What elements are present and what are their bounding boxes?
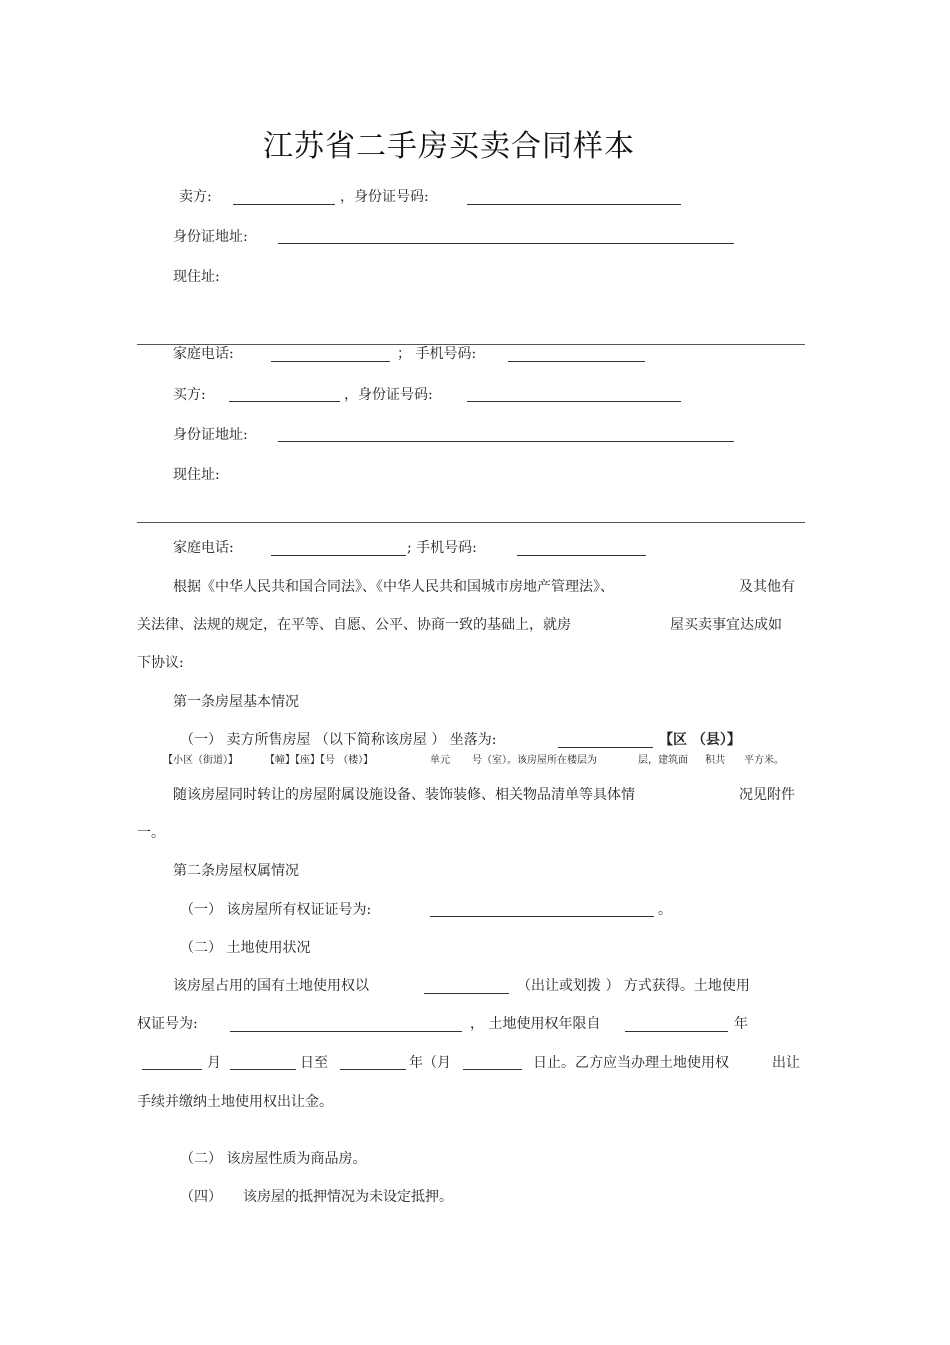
land-use-text2: （出让或划拨 ） 方式获得。土地使用 <box>517 978 750 994</box>
district-field[interactable] <box>558 747 653 748</box>
buyer-mobile-field[interactable] <box>517 555 646 556</box>
buyer-address-line[interactable] <box>137 522 805 523</box>
small-building: 【幢】【座】【号 （楼）】 <box>265 755 374 766</box>
article1-heading: 第一条房屋基本情况 <box>173 694 299 710</box>
preamble-line2: 关法律、法规的规定，在平等、自愿、公平、协商一致的基础上，就房 <box>137 617 571 633</box>
small-community: 【小区（街道）】 <box>163 755 238 766</box>
buyer-home-phone-field[interactable] <box>271 555 406 556</box>
buyer-id-address-label: 身份证地址: <box>173 427 248 443</box>
seller-id-address-field[interactable] <box>278 243 734 244</box>
land-transfer-text: 手续并缴纳土地使用权出让金。 <box>137 1094 333 1110</box>
small-unit: 单元 <box>430 755 450 766</box>
attachment-line: 随该房屋同时转让的房屋附属设施设备、装饰装修、相关物品清单等具体情 <box>173 787 635 803</box>
attachment-line2: 一。 <box>137 825 165 841</box>
year-month-label: 年（月 <box>409 1055 451 1071</box>
land-term-end-day-field[interactable] <box>463 1069 522 1070</box>
seller-home-phone-label: 家庭电话: <box>173 346 234 362</box>
preamble-line1-end: 及其他有 <box>739 579 795 595</box>
month-label-1: 月 <box>207 1055 221 1071</box>
small-square-meters: 平方米。 <box>744 755 784 766</box>
seller-id-field[interactable] <box>467 204 681 205</box>
land-acquire-method-field[interactable] <box>424 993 509 994</box>
seller-current-address-label: 现住址: <box>173 269 220 285</box>
seller-address-line[interactable] <box>137 344 805 345</box>
attachment-line-end: 况见附件 <box>739 787 795 803</box>
land-cert-field[interactable] <box>230 1031 462 1032</box>
year-label-1: 年 <box>734 1016 748 1032</box>
buyer-label: 买方: <box>173 387 206 403</box>
land-term-end-year-field[interactable] <box>340 1069 406 1070</box>
house-nature-text: （二） 该房屋性质为商品房。 <box>180 1151 367 1167</box>
day-to-label: 日至 <box>300 1055 328 1071</box>
mortgage-text: 该房屋的抵押情况为未设定抵押。 <box>243 1189 453 1205</box>
article2-heading: 第二条房屋权属情况 <box>173 863 299 879</box>
buyer-id-address-field[interactable] <box>278 441 734 442</box>
land-term-start-month-field[interactable] <box>142 1069 202 1070</box>
ownership-cert-field[interactable] <box>430 916 654 917</box>
land-term-start-day-field[interactable] <box>230 1069 296 1070</box>
ownership-cert-end: 。 <box>658 902 672 918</box>
land-use-heading: （二） 土地使用状况 <box>180 940 311 956</box>
preamble-line1: 根据《中华人民共和国合同法》、《中华人民共和国城市房地产管理法》、 <box>173 579 614 595</box>
small-room-floor: 号（室）。该房屋所在楼层为 <box>472 755 597 766</box>
land-transfer-label: 出让 <box>772 1055 800 1071</box>
seller-mobile-label: ； 手机号码: <box>397 346 477 362</box>
seller-name-field[interactable] <box>233 204 335 205</box>
ownership-cert-label: （一） 该房屋所有权证证号为: <box>180 902 372 918</box>
buyer-id-label: ，身份证号码: <box>344 387 433 403</box>
article1-item1: （一） 卖方所售房屋 （以下简称该房屋 ） 坐落为: <box>180 732 497 748</box>
buyer-mobile-label: ; 手机号码: <box>407 540 477 556</box>
seller-home-phone-field[interactable] <box>271 361 390 362</box>
land-term-label: ， 土地使用权年限自 <box>470 1016 601 1032</box>
buyer-home-phone-label: 家庭电话: <box>173 540 234 556</box>
land-term-end-text: 日止。乙方应当办理土地使用权 <box>533 1055 729 1071</box>
land-cert-label: 权证号为: <box>137 1016 198 1032</box>
document-title: 江苏省二手房买卖合同样本 <box>263 129 635 164</box>
land-use-text1: 该房屋占用的国有土地使用权以 <box>173 978 369 994</box>
small-area-total: 积共 <box>705 755 725 766</box>
seller-id-address-label: 身份证地址: <box>173 229 248 245</box>
mortgage-label: （四） <box>180 1189 222 1205</box>
seller-label: 卖方: <box>179 189 212 205</box>
seller-mobile-field[interactable] <box>508 361 645 362</box>
land-term-start-year-field[interactable] <box>625 1031 728 1032</box>
preamble-line2-end: 屋买卖事宜达成如 <box>670 617 782 633</box>
preamble-line3: 下协议: <box>137 655 184 671</box>
buyer-name-field[interactable] <box>229 401 340 402</box>
buyer-current-address-label: 现住址: <box>173 467 220 483</box>
small-floor-area: 层，建筑面 <box>638 755 688 766</box>
buyer-id-field[interactable] <box>467 401 681 402</box>
seller-id-label: ，身份证号码: <box>340 189 429 205</box>
district-label: 【区 （县）】 <box>659 732 741 748</box>
